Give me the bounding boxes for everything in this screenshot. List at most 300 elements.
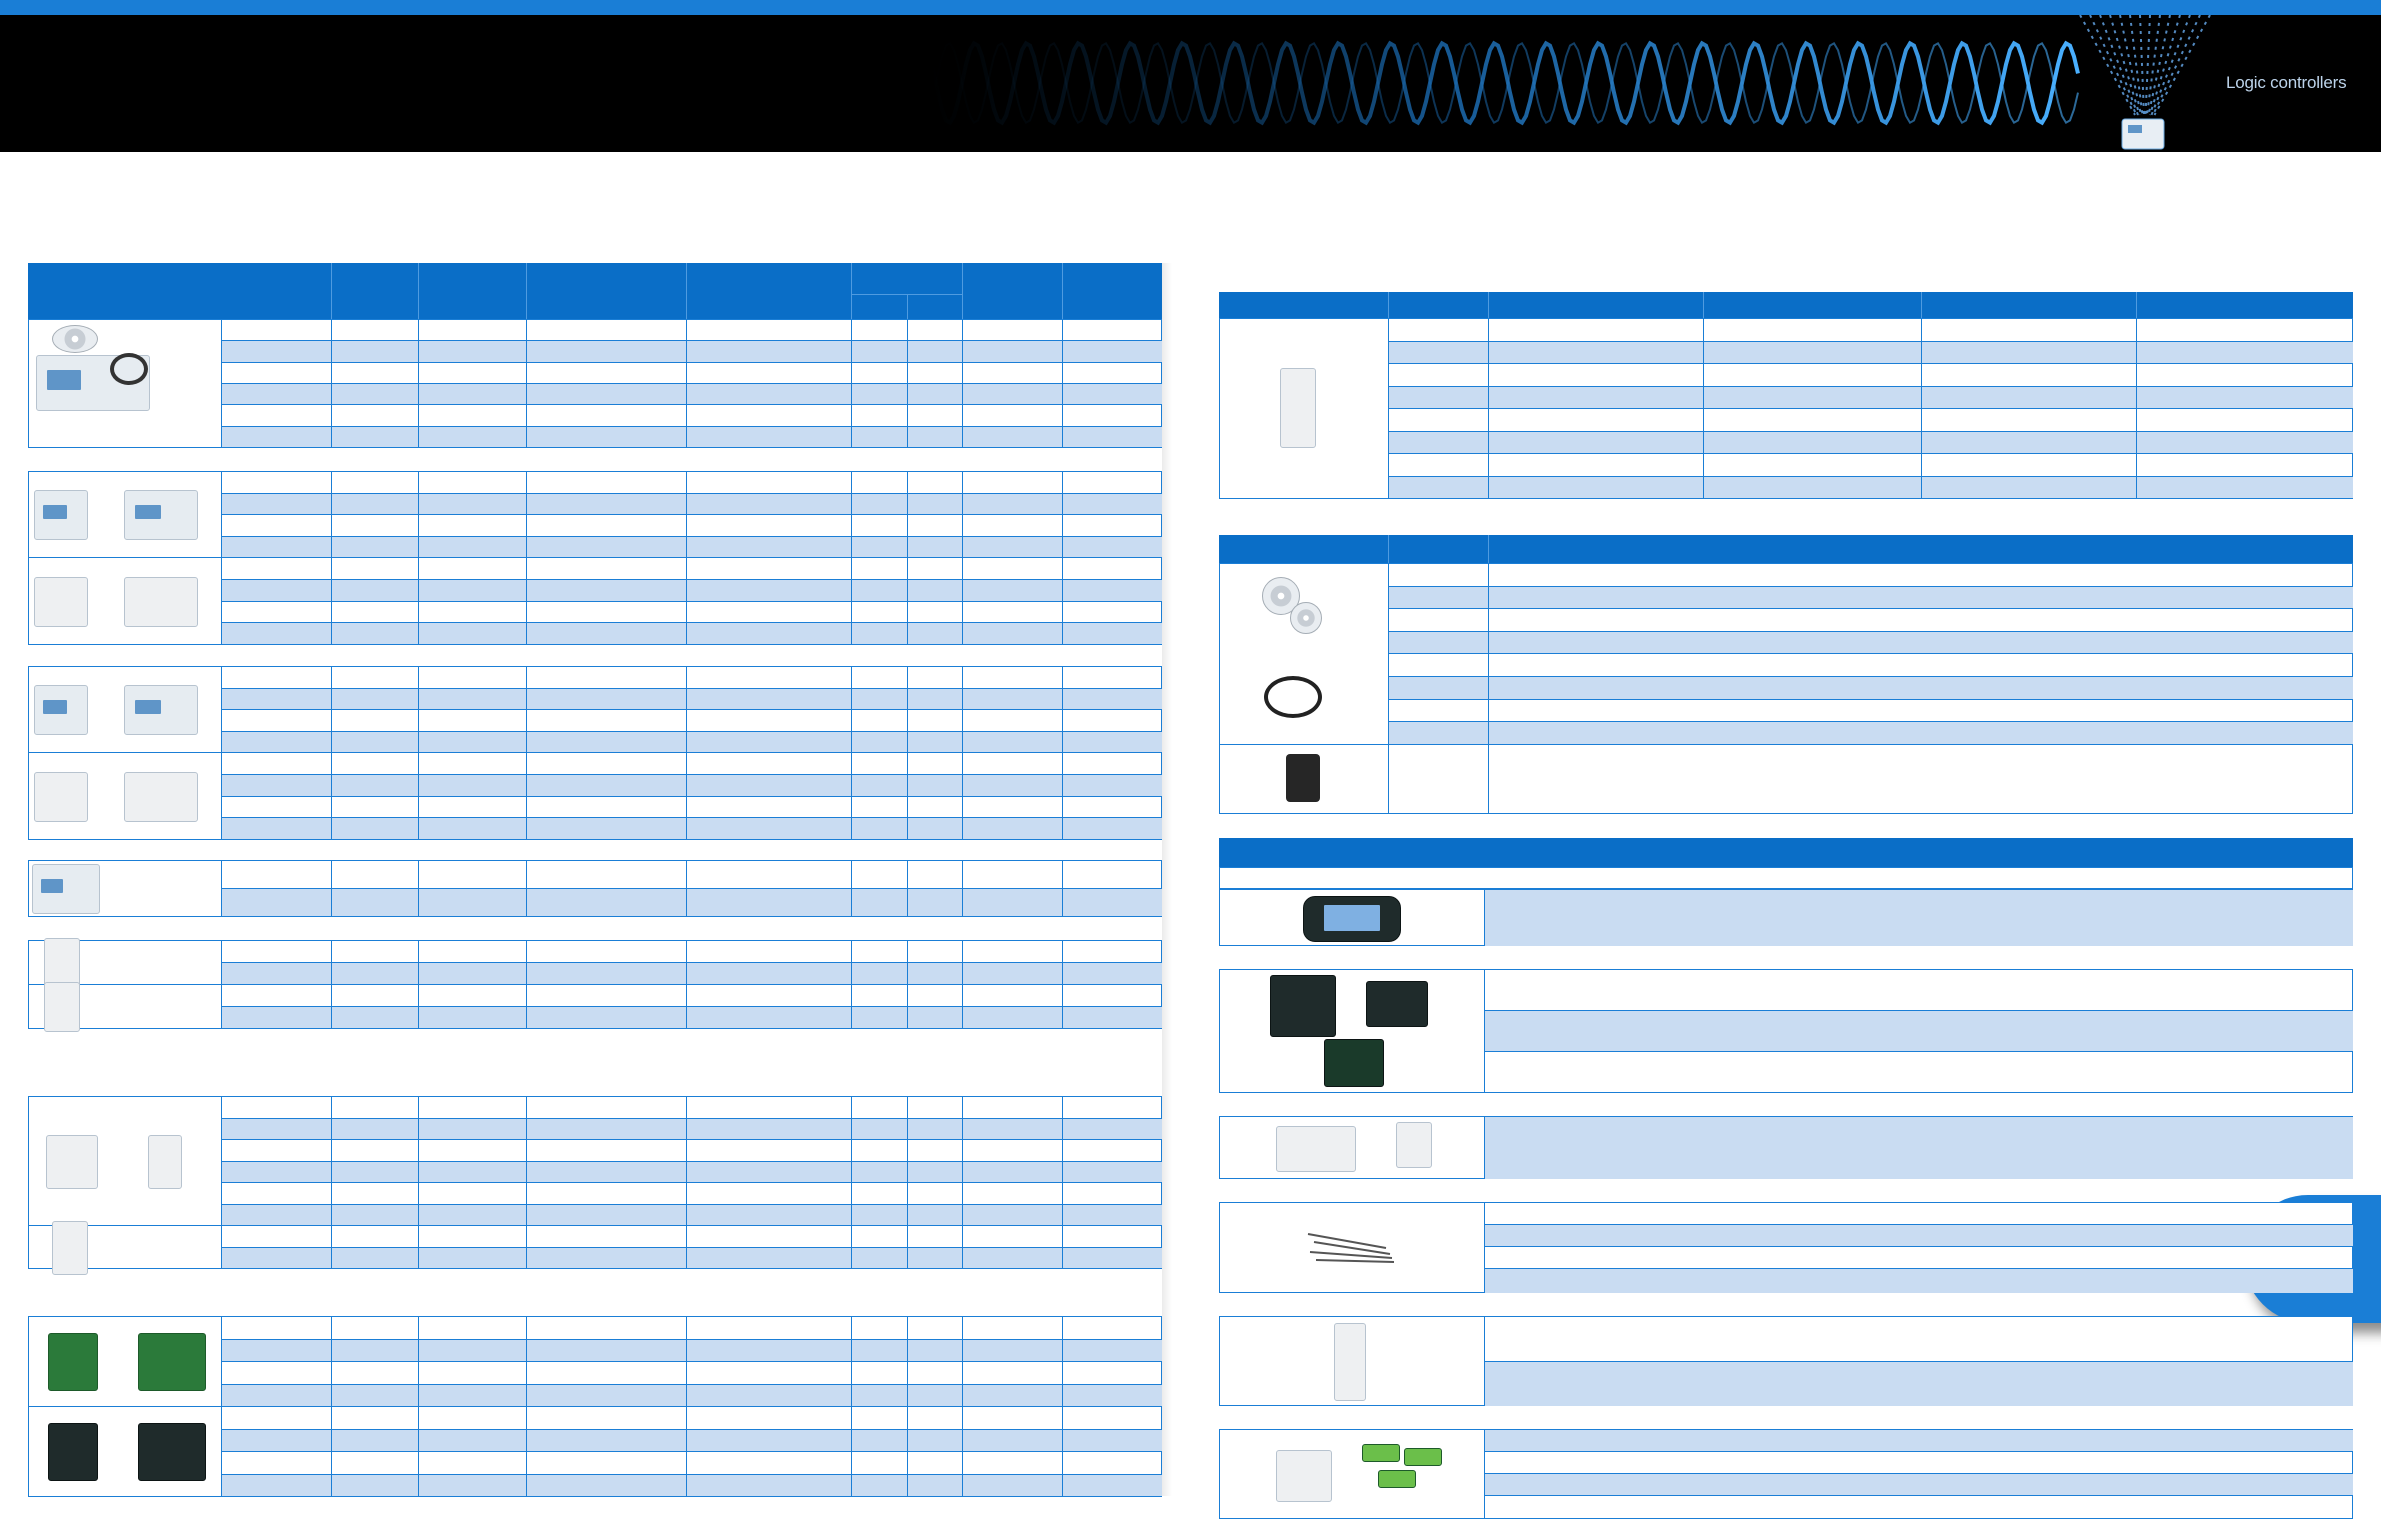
row-rule (221, 1118, 1162, 1119)
row-rule (221, 752, 1162, 753)
table-row (221, 1361, 1162, 1384)
row-rule (1484, 1268, 2353, 1269)
row-rule (221, 493, 1162, 494)
row-rule (221, 1474, 1162, 1475)
subgroup-rule (28, 752, 221, 753)
table-row (221, 404, 1162, 425)
column-rule (331, 666, 332, 839)
row-rule (221, 1006, 1162, 1007)
table-row (221, 796, 1162, 818)
table-row (221, 601, 1162, 623)
header-divider (1488, 292, 1489, 318)
logic-controller-image (124, 490, 198, 540)
row-rule (221, 1429, 1162, 1430)
column-rule (851, 319, 852, 447)
antenna-image (1396, 1122, 1432, 1168)
row-rule (221, 1139, 1162, 1140)
row-rule (221, 888, 1162, 889)
table-row (1484, 1429, 2353, 1451)
column-rule (221, 666, 222, 839)
row-rule (1484, 1316, 2353, 1317)
table-row (1484, 1116, 2353, 1179)
row-rule (221, 622, 1162, 623)
column-rule (907, 940, 908, 1028)
temperature-probe-image (1306, 1230, 1396, 1266)
column-rule (1062, 860, 1063, 916)
usb-cable-icon (1264, 676, 1322, 718)
column-rule (686, 1096, 687, 1268)
terminal-block-image (1404, 1448, 1442, 1466)
row-rule (221, 514, 1162, 515)
table-row (1388, 676, 2353, 699)
table-row (221, 1384, 1162, 1407)
column-rule (907, 319, 908, 447)
column-rule (1062, 1316, 1063, 1496)
sine-wave-graphic (0, 15, 2381, 152)
terminal-block-image (1362, 1444, 1400, 1462)
column-rule (962, 1096, 963, 1268)
operator-panel-image (1366, 981, 1428, 1027)
display-icon (135, 700, 161, 714)
column-rule (907, 860, 908, 916)
row-rule (1388, 653, 2353, 654)
top-accent-bar (0, 0, 2381, 15)
column-rule (221, 471, 222, 644)
table-row (221, 1225, 1162, 1247)
column-rule (851, 940, 852, 1028)
header-subdivider (907, 294, 908, 319)
din-module-image (1334, 1323, 1366, 1401)
header-divider (851, 263, 852, 319)
usb-cable-icon (110, 353, 148, 385)
row-rule (1388, 453, 2353, 454)
column-rule (418, 1316, 419, 1496)
table-row (221, 731, 1162, 753)
column-rule (1062, 319, 1063, 447)
table-row (1484, 1473, 2353, 1495)
row-rule (1484, 1010, 2353, 1011)
table-row (221, 340, 1162, 361)
display-icon (43, 505, 67, 519)
table-row (1388, 318, 2353, 341)
row-rule (221, 984, 1162, 985)
table-row (221, 1139, 1162, 1161)
expansion-module-image (46, 1135, 98, 1189)
table-row (221, 666, 1162, 688)
row-rule (221, 1161, 1162, 1162)
row-rule (1388, 386, 2353, 387)
column-rule (686, 940, 687, 1028)
column-rule (331, 1096, 332, 1268)
table-row (221, 514, 1162, 536)
table-row (221, 774, 1162, 796)
row-rule (221, 860, 1162, 861)
row-rule (221, 796, 1162, 797)
table-row (221, 1429, 1162, 1452)
row-rule (1388, 699, 2353, 700)
table-row (1388, 408, 2353, 431)
software-disc-icon (1290, 602, 1322, 634)
operator-panel-image (1324, 1039, 1384, 1087)
header-divider (1062, 263, 1063, 319)
column-rule (221, 1096, 222, 1268)
table-row (221, 622, 1162, 644)
table-row (1388, 653, 2353, 676)
column-rule (907, 471, 908, 644)
table-row (1484, 969, 2353, 1010)
column-rule (1062, 1096, 1063, 1268)
row-rule (221, 1339, 1162, 1340)
table-row (1388, 586, 2353, 609)
row-rule (1388, 431, 2353, 432)
row-rule (221, 1204, 1162, 1205)
subgroup-rule (28, 1406, 221, 1407)
row-rule (1484, 1451, 2353, 1452)
operator-panel-image (1270, 975, 1336, 1037)
column-rule (851, 666, 852, 839)
column-rule (686, 471, 687, 644)
table-row (1388, 453, 2353, 476)
row-rule (1388, 341, 2353, 342)
logic-controller-image (124, 577, 198, 627)
table-row (221, 319, 1162, 340)
row-rule (221, 1361, 1162, 1362)
column-rule (1488, 563, 1489, 744)
carrying-case-icon (1286, 754, 1320, 802)
column-rule (1484, 1202, 1485, 1293)
column-rule (2136, 318, 2137, 498)
table-header (28, 263, 1162, 319)
column-rule (331, 940, 332, 1028)
row-rule (221, 362, 1162, 363)
plc-module-icon (2122, 119, 2164, 149)
column-rule (1484, 1116, 1485, 1179)
table-row (1484, 1451, 2353, 1473)
row-rule (221, 340, 1162, 341)
row-rule (1388, 608, 2353, 609)
header-divider (1388, 292, 1389, 318)
table-row (1484, 1202, 2353, 1224)
accessories-header (1219, 838, 2353, 867)
table-row (221, 860, 1162, 888)
table-row (1484, 1361, 2353, 1406)
row-rule (1388, 408, 2353, 409)
hmi-device-image (1303, 896, 1401, 942)
display-icon (135, 505, 161, 519)
software-disc-icon (52, 325, 98, 353)
table-row (1388, 431, 2353, 454)
table-row (221, 1316, 1162, 1339)
row-rule (221, 383, 1162, 384)
table-row (221, 579, 1162, 601)
table-row (221, 1096, 1162, 1118)
display-icon (47, 370, 81, 390)
row-rule (221, 1225, 1162, 1226)
column-rule (1484, 1316, 1485, 1406)
gsm-modem-image (1276, 1126, 1356, 1172)
controller-image (1276, 1450, 1332, 1502)
column-rule (962, 471, 963, 644)
table-row (221, 940, 1162, 962)
row-rule (1484, 1224, 2353, 1225)
column-rule (1921, 318, 1922, 498)
column-rule (418, 1096, 419, 1268)
row-rule (221, 1182, 1162, 1183)
row-rule (1388, 631, 2353, 632)
table-row (221, 362, 1162, 383)
header-divider (1921, 292, 1922, 318)
column-rule (526, 860, 527, 916)
expansion-module-image (148, 1135, 182, 1189)
expansion-module-image (52, 1221, 88, 1275)
table-shadow (1162, 263, 1172, 1496)
row-rule (1484, 889, 2353, 890)
row-rule (1388, 721, 2353, 722)
module-image (44, 938, 80, 988)
logic-controller-image (34, 772, 88, 822)
power-supply-header (1219, 292, 2353, 318)
row-rule (221, 962, 1162, 963)
section-title: Logic controllers (2226, 73, 2347, 92)
table-row (1484, 889, 2353, 946)
row-rule (1484, 1429, 2353, 1430)
table-row (1484, 1316, 2353, 1361)
row-rule (221, 579, 1162, 580)
row-rule (221, 688, 1162, 689)
table-row (221, 688, 1162, 710)
row-rule (221, 601, 1162, 602)
row-rule (1388, 563, 2353, 564)
row-rule (1388, 676, 2353, 677)
column-rule (851, 1096, 852, 1268)
row-rule (1484, 1116, 2353, 1117)
header-divider (526, 263, 527, 319)
row-rule (221, 774, 1162, 775)
header-divider (1388, 535, 1389, 563)
row-rule (221, 940, 1162, 941)
column-rule (331, 319, 332, 447)
column-rule (418, 471, 419, 644)
row-rule (221, 426, 1162, 427)
table-row (221, 709, 1162, 731)
table-row (1388, 721, 2353, 744)
column-rule (686, 666, 687, 839)
column-rule (221, 1316, 222, 1496)
row-rule (221, 731, 1162, 732)
row-rule (221, 1451, 1162, 1452)
table-row (221, 1182, 1162, 1204)
column-rule (1062, 471, 1063, 644)
column-rule (1484, 1429, 1485, 1519)
display-icon (41, 879, 63, 893)
header-divider (1703, 292, 1704, 318)
table-row (1484, 1246, 2353, 1268)
row-rule (221, 1406, 1162, 1407)
display-icon (43, 700, 67, 714)
column-rule (221, 940, 222, 1028)
column-rule (1488, 318, 1489, 498)
table-row (221, 984, 1162, 1006)
column-rule (907, 1096, 908, 1268)
table-row (221, 817, 1162, 839)
table-row (221, 1006, 1162, 1028)
column-rule (418, 860, 419, 916)
logic-controller-image (32, 864, 100, 914)
programming-kit-group (1219, 744, 2353, 814)
section-banner (0, 15, 2381, 152)
column-rule (418, 666, 419, 839)
column-rule (851, 471, 852, 644)
column-rule (526, 940, 527, 1028)
row-rule (1388, 586, 2353, 587)
row-rule (1388, 476, 2353, 477)
row-rule (221, 404, 1162, 405)
column-rule (526, 1316, 527, 1496)
row-rule (1484, 1495, 2353, 1496)
table-row (221, 1451, 1162, 1474)
column-rule (962, 666, 963, 839)
table-row (1484, 1268, 2353, 1293)
table-row (221, 1204, 1162, 1226)
table-row (1484, 1495, 2353, 1519)
column-rule (331, 1316, 332, 1496)
column-rule (686, 860, 687, 916)
table-row (221, 1118, 1162, 1140)
table-row (1388, 476, 2353, 499)
row-rule (221, 319, 1162, 320)
column-rule (331, 471, 332, 644)
column-rule (221, 860, 222, 916)
table-row (1484, 1224, 2353, 1246)
column-rule (1484, 969, 1485, 1093)
logic-controller-image (34, 685, 88, 735)
column-rule (851, 1316, 852, 1496)
row-rule (221, 709, 1162, 710)
table-row (221, 1161, 1162, 1183)
accent-rule (28, 447, 108, 448)
column-rule (1388, 563, 1389, 744)
column-rule (962, 860, 963, 916)
power-supply-image (1280, 368, 1316, 448)
table-row (1484, 1010, 2353, 1051)
column-rule (418, 319, 419, 447)
column-rule (526, 1096, 527, 1268)
table-row (221, 493, 1162, 515)
row-rule (221, 1247, 1162, 1248)
column-rule (962, 319, 963, 447)
terminal-block-image (1378, 1470, 1416, 1488)
row-rule (221, 471, 1162, 472)
controller-board-image (138, 1423, 206, 1481)
display-icon (1324, 905, 1380, 931)
column-rule (526, 666, 527, 839)
row-rule (1388, 318, 2353, 319)
table-row (221, 1247, 1162, 1269)
controller-board-image (48, 1333, 98, 1391)
column-rule (907, 1316, 908, 1496)
column-rule (686, 1316, 687, 1496)
header-divider (418, 263, 419, 319)
table-row (221, 1406, 1162, 1429)
accessories-caption-row (1219, 867, 2353, 889)
column-rule (418, 940, 419, 1028)
table-row (1388, 631, 2353, 654)
table-row (1388, 608, 2353, 631)
module-image (44, 982, 80, 1032)
row-rule (1484, 1361, 2353, 1362)
table-row (221, 888, 1162, 916)
row-rule (221, 817, 1162, 818)
column-rule (1388, 318, 1389, 498)
table-row (221, 1339, 1162, 1362)
table-row (221, 557, 1162, 579)
row-rule (221, 666, 1162, 667)
column-rule (1062, 940, 1063, 1028)
column-rule (1484, 889, 1485, 946)
column-rule (962, 1316, 963, 1496)
row-rule (1484, 1202, 2353, 1203)
column-rule (526, 471, 527, 644)
row-rule (221, 1384, 1162, 1385)
logic-controller-image (34, 577, 88, 627)
table-row (1388, 699, 2353, 722)
row-rule (221, 1096, 1162, 1097)
header-divider (2136, 292, 2137, 318)
table-row (221, 471, 1162, 493)
table-row (1388, 386, 2353, 409)
table-row (1388, 563, 2353, 586)
logic-controller-image (34, 490, 88, 540)
subgroup-rule (28, 557, 221, 558)
row-rule (1484, 1246, 2353, 1247)
row-rule (221, 536, 1162, 537)
table-row (221, 1474, 1162, 1497)
table-row (221, 536, 1162, 558)
row-rule (221, 557, 1162, 558)
controller-board-image (138, 1333, 206, 1391)
header-divider (962, 263, 963, 319)
software-header (1219, 535, 2353, 563)
column-rule (1062, 666, 1063, 839)
column-rule (962, 940, 963, 1028)
table-row (221, 426, 1162, 447)
column-rule (526, 319, 527, 447)
logic-controller-image (124, 685, 198, 735)
row-rule (1484, 1051, 2353, 1052)
header-divider (686, 263, 687, 319)
header-divider (331, 263, 332, 319)
row-rule (1484, 969, 2353, 970)
table-row (221, 752, 1162, 774)
table-row (1388, 363, 2353, 386)
column-rule (1488, 744, 1489, 814)
row-rule (1484, 1473, 2353, 1474)
table-row (1388, 341, 2353, 364)
column-rule (1388, 744, 1389, 814)
logic-controller-image (124, 772, 198, 822)
column-rule (221, 319, 222, 447)
column-rule (686, 319, 687, 447)
row-rule (221, 1316, 1162, 1317)
column-rule (907, 666, 908, 839)
table-row (221, 962, 1162, 984)
row-rule (1388, 363, 2353, 364)
controller-board-image (48, 1423, 98, 1481)
column-rule (1703, 318, 1704, 498)
header-divider (1488, 535, 1489, 563)
column-rule (851, 860, 852, 916)
column-rule (331, 860, 332, 916)
